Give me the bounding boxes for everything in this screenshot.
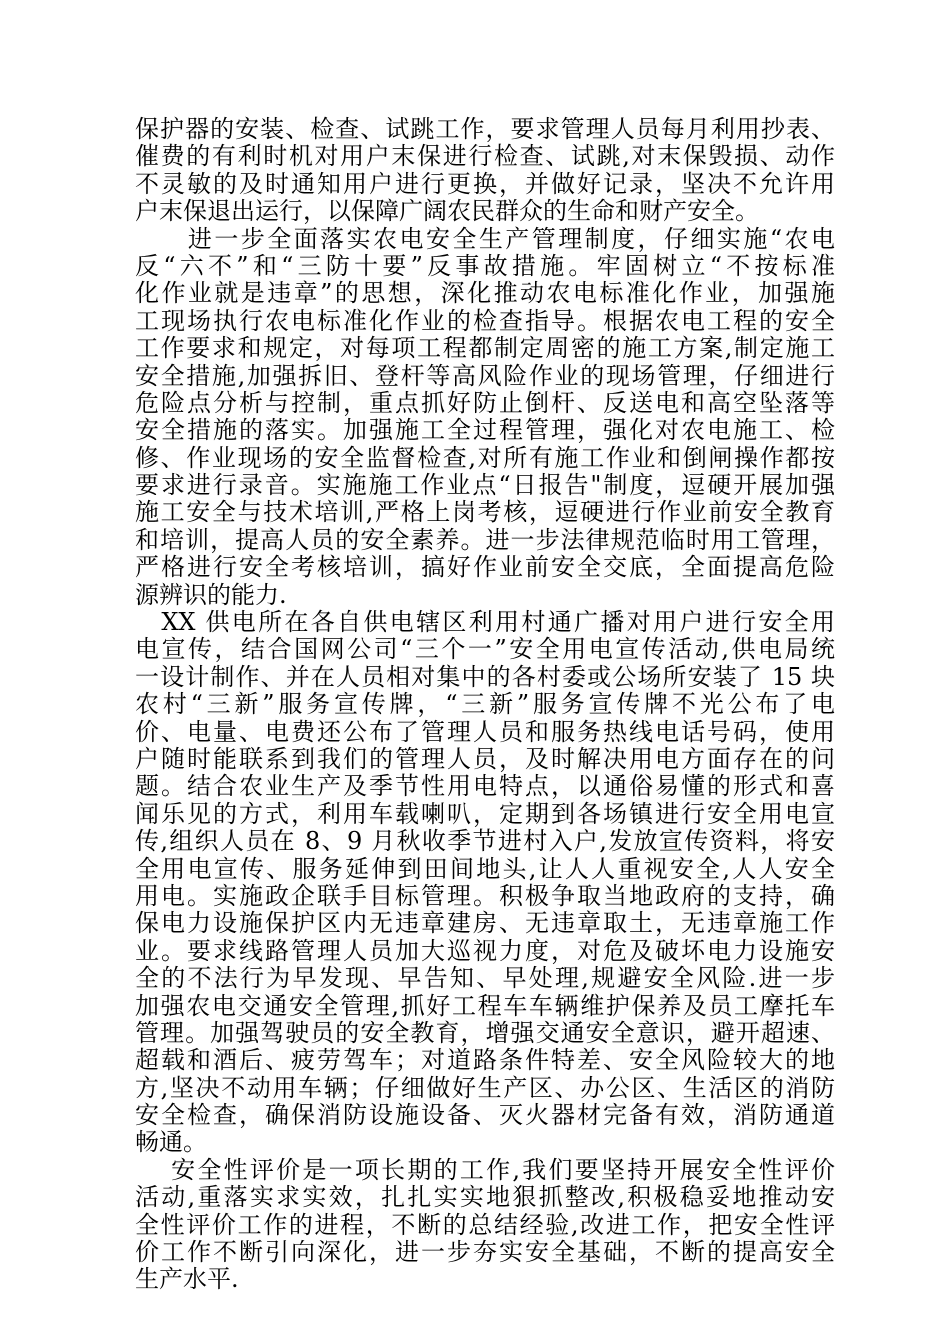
paragraph [135,609,835,1157]
text-line: 业。要求线路管理人员加大巡视力度，对危及破坏电力设施安 [135,936,835,965]
text-line: 电宣传，结合国网公司“三个一”安全用电宣传活动,供电局统 [135,635,835,664]
text-line: 反“六不”和“三防十要”反事故措施。牢固树立“不按标准 [135,251,835,280]
text-line: 安全性评价是一项长期的工作,我们要坚持开展安全性评价 [135,1155,835,1184]
text-line: 危险点分析与控制，重点抓好防止倒杆、反送电和高空坠落等 [135,388,835,417]
text-line: 安全措施的落实。加强施工全过程管理，强化对农电施工、检 [135,416,835,445]
text-line: 题。结合农业生产及季节性用电特点，以通俗易懂的形式和喜 [135,772,835,801]
text-line: 工现场执行农电标准化作业的检查指导。根据农电工程的安全 [135,306,835,335]
body-text [135,116,835,1294]
text-line: 全用电宣传、服务延伸到田间地头,让人人重视安全,人人安全 [135,854,835,883]
text-line: 用电。实施政企联手目标管理。积极争取当地政府的支持，确 [135,881,835,910]
text-line: 价工作不断引向深化，进一步夯实安全基础，不断的提高安全 [135,1238,835,1267]
paragraph [135,226,835,609]
text-line: 安全检查，确保消防设施设备、灭火器材完备有效，消防通道 [135,1101,835,1130]
text-line: 保电力设施保护区内无违章建房、无违章取土，无违章施工作 [135,909,835,938]
text-line: 进一步全面落实农电安全生产管理制度，仔细实施“农电 [135,224,835,253]
text-line: XX 供电所在各自供电辖区利用村通广播对用户进行安全用 [135,608,835,637]
text-line: 安全措施,加强拆旧、登杆等高风险作业的现场管理，仔细进行 [135,361,835,390]
text-line: 超载和酒后、疲劳驾车；对道路条件特差、安全风险较大的地 [135,1046,835,1075]
text-line: 施工安全与技术培训,严格上岗考核，逗硬进行作业前安全教育 [135,498,835,527]
text-line: 户末保退出运行，以保障广阔农民群众的生命和财产安全。 [135,197,759,226]
text-line: 生产水平. [135,1265,239,1294]
text-line: 化作业就是违章”的思想，深化推动农电标准化作业，加强施 [135,279,835,308]
text-line: 管理。加强驾驶员的安全教育，增强交通安全意识，避开超速、 [135,1018,835,1047]
text-line: 传,组织人员在 8、9 月秋收季节进村入户,发放宣传资料，将安 [135,827,835,856]
text-line: 活动,重落实求实效，扎扎实实地狠抓整改,积极稳妥地推动安 [135,1183,835,1212]
text-line: 要求进行录音。实施施工作业点“日报告"制度，逗硬开展加强 [135,471,835,500]
text-line: 价、电量、电费还公布了管理人员和服务热线电话号码，使用 [135,717,835,746]
text-line: 和培训，提高人员的安全素养。进一步法律规范临时用工管理， [135,525,835,554]
text-line: 源辨识的能力. [135,580,287,609]
text-line: 农村“三新”服务宣传牌，“三新”服务宣传牌不光公布了电 [135,690,835,719]
text-line: 全性评价工作的进程，不断的总结经验,改进工作，把安全性评 [135,1210,835,1239]
text-line: 加强农电交通安全管理,抓好工程车车辆维护保养及员工摩托车 [135,991,835,1020]
text-line: 修、作业现场的安全监督检查,对所有施工作业和倒闸操作都按 [135,443,835,472]
text-line: 畅通。 [135,1128,207,1157]
paragraph [135,116,835,226]
text-line: 一设计制作、并在人员相对集中的各村委或公场所安装了 15 块 [135,662,835,691]
text-line: 工作要求和规定，对每项工程都制定周密的施工方案,制定施工 [135,334,835,363]
text-line: 严格进行安全考核培训，搞好作业前安全交底，全面提高危险 [135,553,835,582]
text-line: 不灵敏的及时通知用户进行更换，并做好记录，坚决不允许用 [135,169,835,198]
paragraph [135,1157,835,1294]
text-line: 闻乐见的方式，利用车载喇叭，定期到各场镇进行安全用电宣 [135,799,835,828]
text-line: 保护器的安装、检查、试跳工作，要求管理人员每月利用抄表、 [135,115,835,143]
text-line: 方,坚决不动用车辆；仔细做好生产区、办公区、生活区的消防 [135,1073,835,1102]
text-line: 全的不法行为早发现、早告知、早处理,规避安全风险.进一步 [135,964,835,993]
text-line: 户随时能联系到我们的管理人员，及时解决用电方面存在的问 [135,744,835,773]
text-line: 催费的有利时机对用户末保进行检查、试跳,对末保毁损、动作 [135,142,835,171]
